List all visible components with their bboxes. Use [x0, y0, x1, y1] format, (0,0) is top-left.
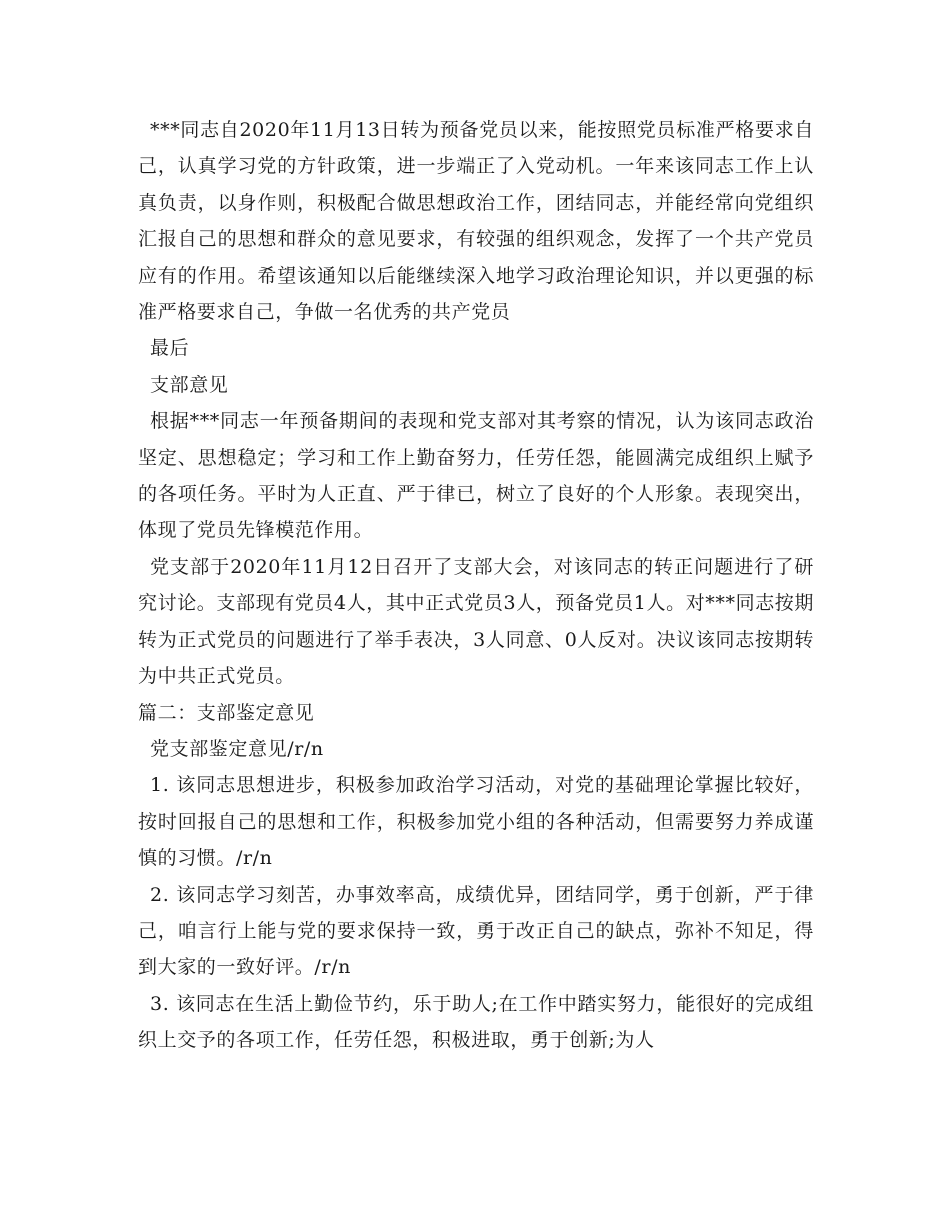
heading-part-two: 篇二：支部鉴定意见 — [138, 701, 315, 724]
list-item-2: 2. 该同志学习刻苦，办事效率高，成绩优异，团结同学，勇于创新，严于律己，咱言行上能与党的要求保持一致，勇于改正自己的缺点，弥补不知足，得到大家的一致好评。/r/n — [138, 883, 814, 979]
heading-branch-opinion: 支部意见 — [150, 373, 229, 396]
list-item-3: 3. 该同志在生活上勤俭节约，乐于助人;在工作中踏实努力，能很好的完成组织上交予的各项工作，任劳任怨，积极进取，勇于创新;为人 — [138, 992, 814, 1052]
heading-branch-appraisal: 党支部鉴定意见/r/n — [150, 737, 324, 760]
paragraph-probation-review: ***同志自2020年11月13日转为预备党员以来，能按照党员标准严格要求自己，认真学习党的方针政策，进一步端正了入党动机。一年来该同志工作上认真负责，以身作则，积极配合做思想政治工作，团结同志，并能经常向党组织汇报自己的思想和群众的意见要求，有较强的组织观念，发挥了一个共产党员应有的作用。希望该通知以后能继续深入地学习政治理论知识，并以更强的标准严格要求自己，争做一名优秀的共产党员 — [138, 119, 814, 324]
paragraph-branch-meeting: 党支部于2020年11月12日召开了支部大会，对该同志的转正问题进行了研究讨论。支部现有党员4人，其中正式党员3人，预备党员1人。对***同志按期转为正式党员的问题进行了举手表决，3人同意、0人反对。决议该同志按期转为中共正式党员。 — [138, 555, 814, 688]
list-item-1: 1. 该同志思想进步，积极参加政治学习活动，对党的基础理论掌握比较好，按时回报自己的思想和工作，积极参加党小组的各种活动，但需要努力养成谨慎的习惯。/r/n — [138, 774, 814, 870]
document-page — [138, 112, 814, 1059]
paragraph-finally: 最后 — [150, 337, 190, 360]
paragraph-branch-assessment: 根据***同志一年预备期间的表现和党支部对其考察的情况，认为该同志政治坚定、思想稳定；学习和工作上勤奋努力，任劳任怨，能圆满完成组织上赋予的各项任务。平时为人正直、严于律已，树立了良好的个人形象。表现突出，体现了党员先锋模范作用。 — [138, 410, 814, 542]
